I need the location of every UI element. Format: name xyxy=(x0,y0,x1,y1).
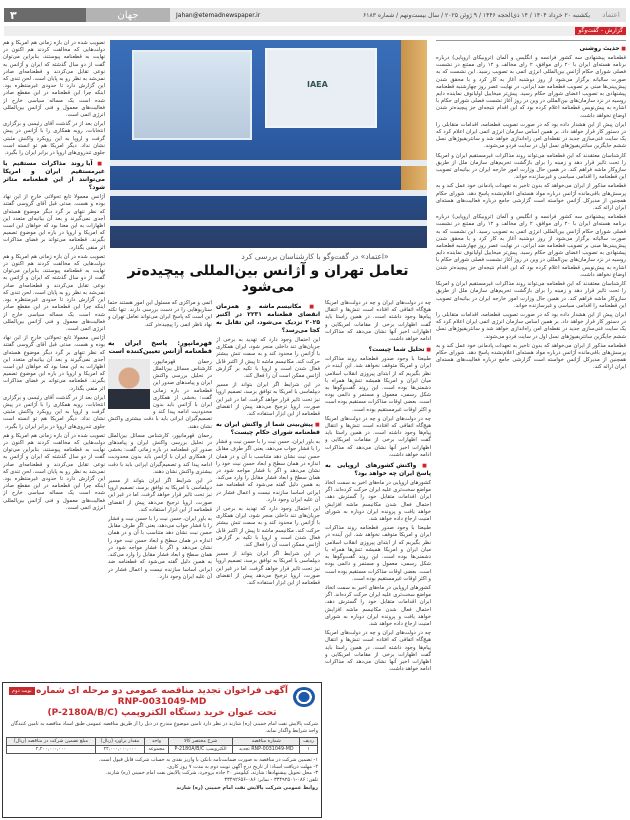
table-cell: مجموعه xyxy=(145,746,169,754)
subhead: ■ تحلیل شما چیست؟ xyxy=(325,346,431,354)
paragraph: کشورهای اروپایی در ماه‌های اخیر به سمت اتخاذ مواضع سخت‌تری علیه ایران حرکت کرده‌اند. اگر ایران اقدامات متقابل خود را گسترش دهد، احتمال فعال شدن مکانیسم ماشه افزایش خواهد یافت و پرونده ایران دوباره به شورای امنیت ارجاع داده خواهد شد. xyxy=(325,480,431,523)
paragraph: به باور ایران، حسن نیت را با حسن نیت و فشار را با فشار جواب می‌دهد، یعنی اگر طرف مقابل حسن نیت نشان دهد متناسب با آن و در همان اندازه در همان سطح و ابعاد حسن نیت خود را نشان می‌دهد و اگر با فشار مواجه شود در همان سطح و ابعاد فشار مقابل را وارد می‌کند. به همین دلیل گفته می‌شود که قطعنامه ضد ایرانی اساسا سازنده نیست و اعمال فشار در آن علیه ایران وجود دارد. xyxy=(216,439,320,503)
table-header-row xyxy=(7,738,318,746)
paragraph: ایران بعد از در گذشت آقای رئیسی و برگزاری انتخابات، رویه همکاری را با آژانس در پیش گرفت و اروپا به این رویکرد واکنش مثبتی نشان نداد. دیگر امریکا هم تو انسته است جلوی تندروی‌های اروپا در برابر ایران را بگیرد. xyxy=(3,121,105,157)
left-column-article xyxy=(3,40,105,680)
table-cell: RNP-0031049-MD تجدید xyxy=(233,746,300,754)
headline: تعامل تهران و آژانس بین‌المللی پیچیده‌تر می‌شود xyxy=(127,263,409,295)
column-header: شرح مختصر کالا xyxy=(169,738,233,746)
tender-advertisement xyxy=(2,682,322,818)
projection-screen xyxy=(132,50,252,140)
paragraph: قطعنامه مذکور از ایران می‌خواهد که بدون تاخیر به تعهدات پادمانی خود عمل کند و به پرسش‌های باقی‌مانده آژانس درباره مواد هسته‌ای اعلام‌نشده پاسخ دهد. شورای حکام همچنین از مدیرکل آژانس خواسته است گزارشی جامع درباره فعالیت‌های هسته‌ای ایران ارائه کند. xyxy=(436,183,626,212)
ad-note: ۱- تضمین شرکت در مناقصه به صورت ضمانت‌نامه بانکی یا واریز نقدی به حساب شرکت قابل قبول است. xyxy=(98,757,318,763)
company-logo-icon xyxy=(293,687,315,707)
middle-column-a xyxy=(216,300,320,680)
right-column-title: ■ حدیث روشنی xyxy=(436,45,626,53)
subhead: ■ مکانیسم ماشه و همزمان انقضای قطعنامه ۲۲۳۱ در اکتبر ۲۰۲۵ نزدیک می‌شود، این تقابل به کجا می‌رسد؟ xyxy=(216,303,320,335)
desk-row xyxy=(110,220,427,226)
ad-note: ۲- مهلت دریافت اسناد: از تاریخ درج آگهی نوبت دوم به مدت ۷ روز کاری. xyxy=(166,763,318,770)
ad-badge: نوبت دوم xyxy=(9,687,35,695)
paragraph: به باور ایران، حسن نیت را با حسن نیت و فشار را با فشار جواب می‌دهد، یعنی اگر طرف مقابل حسن نیت نشان دهد متناسب با آن و در همان اندازه در همان سطح و ابعاد حسن نیت خود را نشان می‌دهد و اگر با فشار مواجه شود در همان سطح و ابعاد فشار مقابل را وارد می‌کند. به همین دلیل گفته می‌شود که قطعنامه ضد ایرانی اساسا سازنده نیست و اعمال فشار در آن علیه ایران وجود دارد. xyxy=(108,516,212,580)
iaea-screen xyxy=(265,48,377,128)
paragraph: کشورهای اروپایی در ماه‌های اخیر به سمت اتخاذ مواضع سخت‌تری علیه ایران حرکت کرده‌اند. اگر ایران اقدامات متقابل خود را گسترش دهد، احتمال فعال شدن مکانیسم ماشه افزایش خواهد یافت و پرونده ایران دوباره به شورای امنیت ارجاع داده خواهد شد. xyxy=(325,584,431,627)
paragraph: ایران پیش از این هشدار داده بود که در صورت تصویب قطعنامه، اقدامات متقابلی را در دستور کار قرار خواهد داد. بر همین اساس سازمان انرژی اتمی ایران اعلام کرد که یک سایت غنی‌سازی جدید در نقطه‌ای امن راه‌اندازی خواهد شد و سانتریفیوژهای نسل ششم جایگزین سانتریفیوژهای نسل اول در سایت فردو می‌شوند. xyxy=(436,121,626,150)
paragraph: در این شرایط اگر ایران بتواند از مسیر دیپلماسی با امریکا به توافق برسد، تصمیم اروپا نیز تحت تاثیر قرار خواهد گرفت. اما در غیر این صورت، اروپا ترجیح می‌دهد پیش از انقضای قطعنامه از این ابزار استفاده کند. xyxy=(216,551,320,587)
table-cell: ۲,۲۰۰,۰۰۰,۰۰۰ xyxy=(7,746,96,754)
paragraph: طبیعتا با وجود صدور قطعنامه روند مذاکرات ایران و امریکا متوقف نخواهد شد. این آینده در نظر بگیریم که از ابتدای پیروزی انقلاب اسلامی میان ایران و امریکا همیشه تنش‌ها همراه با دشمنی‌ها بوده است. این روند گفت‌وگوها به شکل رسمی، معمول و مستمر و دائمی بوده است. بعضی اوقات مذاکرات مستقیم بوده است و اکثر اوقات غیرمستقیم بوده است. xyxy=(325,525,431,582)
paragraph: چه در دولت‌های ایران و چه در دولت‌های امریکا هیچ‌گاه اتفاقی که افتاده است تنش‌ها و انتقال پیام‌ها وجود داشته است. در همین راستا باید گفت اظهارات برخی از مقامات امریکایی و اظهارات اخیر آنها نشان می‌دهد که مذاکرات ادامه خواهد داشت. xyxy=(325,415,431,458)
paragraph: در این شرایط اگر ایران بتواند از مسیر دیپلماسی با امریکا به توافق برسد، تصمیم اروپا نیز تحت تاثیر قرار خواهد گرفت. اما در غیر این صورت، اروپا ترجیح می‌دهد پیش از انقضای قطعنامه از این ابزار استفاده کند. xyxy=(108,478,212,513)
header-strip xyxy=(4,26,626,36)
paragraph: این احتمال وجود دارد که تهدید به برخی از جریان‌های تند داخلی منجر شود، ایران همکاری با آژانس را محدود کند و به سمت تنش بیشتر حرکت کند. مکانیسم ماشه تا پیش از اکتبر قابل فعال شدن است و اروپا با تکیه بر گزارش آژانس ممکن است آن را فعال کند. xyxy=(216,337,320,380)
newspaper-logo: اعتماد xyxy=(602,11,620,19)
ad-note: ۳- محل تحویل پیشنهادها: شازند، کیلومتر ۲۰ جاده بروجرد، شرکت پالایش نفت امام خمینی (ره) شازند. xyxy=(105,770,318,776)
interview-text: رحمان قهرمانپور، کارشناس مسائل بین‌الملل در تحلیل بررسی واکنش ایران و پیامدهای صدور این قطعنامه در باره زمانی گفت: بخشی از همکاری ایران با آژانس باید بدون محدودیت ادامه پیدا کند و تصمیم‌گیران ایرانی باید با دقت بیشتری واکنش نشان دهند. xyxy=(108,358,212,430)
divider xyxy=(436,40,626,41)
interview-column xyxy=(108,300,212,680)
ad-note: تلفن: ۰۸۶-۳۳۴۹۲۵۰۱ - نمابر: ۰۸۶-۳۳۴۹۲۶۵۶ xyxy=(224,776,318,783)
paragraph: آژانس معمولا تابع تحولاتی خارج از این نهاد بوده و هست. مدتی قبل آقای گروسی گفتند که نظر تنهای بر گرد دیگر موضوع هسته‌ای آجدی نمی‌گیرند و بعد آن بیانیه‌ای متعدد این اظهارات به این معنا بود که خواهان این است که امریکا و اروپا در باره این موضوع تصمیم بگیرند. قطعنامه می‌تواند بر فضای مذاکرات اثر منفی بگذارد. xyxy=(3,194,105,251)
interview-title: فهرمانپور: پاسخ ایران به قطعنامه آژانس تعیین‌کننده است xyxy=(108,338,212,355)
ad-title-line2: تحت عنوان خرید دستگاه الکتروپمپ (P-2180A/B/C) xyxy=(47,708,277,718)
page-number: ۳ xyxy=(4,8,86,22)
section-title: جهان xyxy=(86,8,170,22)
column-header: مبلغ تضمین شرکت در مناقصه (ریال) xyxy=(7,738,96,746)
table-cell: ۱ xyxy=(300,746,318,754)
section-tag: گزارش - گفت‌وگو xyxy=(575,27,626,35)
paragraph: کارشناسان معتقدند که این قطعنامه می‌تواند روند مذاکرات غیرمستقیم ایران و امریکا را تحت تاثیر قرار دهد و زمینه را برای بازگشت تحریم‌های سازمان ملل از طریق سازوکار ماشه فراهم کند. در همین حال وزارت امور خارجه ایران در بیانیه‌ای تصویب این قطعنامه را اقدامی سیاسی و غیرسازنده خواند. xyxy=(436,152,626,181)
paragraph: قطعنامه مذکور از ایران می‌خواهد که بدون تاخیر به تعهدات پادمانی خود عمل کند و به پرسش‌های باقی‌مانده آژانس درباره مواد هسته‌ای اعلام‌نشده پاسخ دهد. شورای حکام همچنین از مدیرکل آژانس خواسته است گزارشی جامع درباره فعالیت‌های هسته‌ای ایران ارائه کند. xyxy=(436,342,626,371)
wood-panel xyxy=(401,40,427,190)
paragraph: آژانس معمولا تابع تحولاتی خارج از این نهاد بوده و هست. مدتی قبل آقای گروسی گفتند که نظر تنهای بر گرد دیگر موضوع هسته‌ای آجدی نمی‌گیرند و بعد آن بیانیه‌ای متعدد این اظهارات به این معنا بود که خواهان این است که امریکا و اروپا در باره این موضوع تصمیم بگیرند. قطعنامه می‌تواند بر فضای مذاکرات اثر منفی بگذارد. xyxy=(3,335,105,392)
iaea-meeting-photo xyxy=(110,40,427,248)
paragraph: طبیعتا با وجود صدور قطعنامه روند مذاکرات ایران و امریکا متوقف نخواهد شد. این آینده در نظر بگیریم که از ابتدای پیروزی انقلاب اسلامی میان ایران و امریکا همیشه تنش‌ها همراه با دشمنی‌ها بوده است. این روند گفت‌وگوها به شکل رسمی، معمول و مستمر و دائمی بوده است. بعضی اوقات مذاکرات مستقیم بوده است و اکثر اوقات غیرمستقیم بوده است. xyxy=(325,356,431,413)
table-cell: ۴۴,۰۰۰,۰۰۰,۰۰۰ xyxy=(95,746,144,754)
column-header: شماره مناقصه xyxy=(233,738,300,746)
ad-title-line1: آگهی فراخوان تجدید مناقصه عمومی دو مرحله ای شماره RNP-0031049-MD xyxy=(36,686,288,707)
right-column-article xyxy=(436,40,626,815)
paragraph: تصویب شده در آن بازه زمانی هم امریکا و هم دولت‌هایی که مخالفت کردند هم اکنون در نهایت به قطعنامه پیوستند، بنابراین می‌توان گفت از دو سال گذشته که ایران و آژانس به نوعی تقابل می‌کردند و قطعنامه‌ای صادر نمی‌شد به نظر رو به پایان است. لحن تندی که این گزارش دارد تا حدودی غیرمنتظره بود. اینکه چرا این قطعنامه در این مقطع صادر شده است یک مساله سیاسی خارج از فعالیت‌های معمول و فنی آژانس بین‌المللی انرژی اتمی است. xyxy=(3,40,105,119)
tender-table xyxy=(6,737,318,754)
section-email[interactable]: Jahan@etemadnewspaper.ir xyxy=(176,11,261,19)
paragraph: در این شرایط اگر ایران بتواند از مسیر دیپلماسی با امریکا به توافق برسد، تصمیم اروپا نیز تحت تاثیر قرار خواهد گرفت. اما در غیر این صورت، اروپا ترجیح می‌دهد پیش از انقضای قطعنامه از این ابزار استفاده کند. xyxy=(216,382,320,418)
column-header: مقدار برآورد (ریال) xyxy=(95,738,144,746)
paragraph: چه در دولت‌های ایران و چه در دولت‌های امریکا هیچ‌گاه اتفاقی که افتاده است تنش‌ها و انتقال پیام‌ها وجود داشته است. در همین راستا باید گفت اظهارات برخی از مقامات امریکایی و اظهارات اخیر آنها نشان می‌دهد که مذاکرات ادامه خواهد داشت. xyxy=(325,300,431,343)
paragraph: رحمان قهرمانپور، کارشناس مسائل بین‌الملل در تحلیل بررسی واکنش ایران و پیامدهای صدور این قطعنامه در باره زمانی گفت: بخشی از همکاری ایران با آژانس باید بدون محدودیت ادامه پیدا کند و تصمیم‌گیران ایرانی باید با دقت بیشتری واکنش نشان دهند. xyxy=(108,432,212,475)
kicker: «اعتماد» در گفت‌وگو با کارشناسان بررسی کرد xyxy=(241,252,389,261)
interviewee-portrait xyxy=(108,359,150,409)
desk-row xyxy=(110,160,427,166)
table-cell: الکتروپمپ P-2180A/B/C xyxy=(169,746,233,754)
page-header xyxy=(4,8,626,22)
paragraph: ایران بعد از در گذشت آقای رئیسی و برگزاری انتخابات، رویه همکاری را با آژانس در پیش گرفت و اروپا به این رویکرد واکنش مثبتی نشان نداد. دیگر امریکا هم تو انسته است جلوی تندروی‌های اروپا در برابر ایران را بگیرد. xyxy=(3,394,105,430)
date-line: یکشنبه ۲۰ خرداد ۱۴۰۴ / ۱۴ ذی‌الحجه ۱۴۴۶ / ۹ ژوئن ۲۰۲۵ / سال بیست‌ونهم / شماره ۶۱۸۳ xyxy=(363,11,590,19)
paragraph: ایران پیش از این هشدار داده بود که در صورت تصویب قطعنامه، اقدامات متقابلی را در دستور کار قرار خواهد داد. بر همین اساس سازمان انرژی اتمی ایران اعلام کرد که یک سایت غنی‌سازی جدید در نقطه‌ای امن راه‌اندازی خواهد شد و سانتریفیوژهای نسل ششم جایگزین سانتریفیوژهای نسل اول در سایت فردو می‌شوند. xyxy=(436,311,626,340)
paragraph: قطعنامه پیشنهادی سه کشور فرانسه و انگلیس و آلمان (تروییکای اروپایی) درباره برنامه هسته‌ای ایران با ۲۰ رای موافق، ۲ رای مخالف و ۱۲ رای ممتنع در نشست فصلی شورای حکام آژانس بین‌المللی انرژی اتمی به تصویب رسید. این نشست که به صورت سالیانه برگزار می‌شود از روز دوشنبه آغاز به کار کرد و با محقق شدن پیش‌بینی‌ها مبنی بر تصویب قطعنامه ضد ایرانی، در نهایت عصر روز چهارشنبه قطعنامه پیشنهادی به تصویب اعضای شورای حکام رسید. پیش‌تر میخاییل اولیانوف نماینده دایم روسیه در نزد سازمان‌های بین‌المللی در وین در روز آغاز نشست فصلی شورای حکام با اشاره به پیش‌نویس قطعنامه اعلام کرده بود که این اقدام نتیجه‌ای جز پیچیده‌تر شدن اوضاع نخواهد داشت. xyxy=(436,55,626,119)
paragraph: تصویب شده در آن بازه زمانی هم امریکا و هم دولت‌هایی که مخالفت کردند هم اکنون در نهایت به قطعنامه پیوستند، بنابراین می‌توان گفت از دو سال گذشته که ایران و آژانس به نوعی تقابل می‌کردند و قطعنامه‌ای صادر نمی‌شد به نظر رو به پایان است. لحن تندی که این گزارش دارد تا حدودی غیرمنتظره بود. اینکه چرا این قطعنامه در این مقطع صادر شده است یک مساله سیاسی خارج از فعالیت‌های معمول و فنی آژانس بین‌المللی انرژی اتمی است. xyxy=(3,253,105,332)
column-header: ردیف xyxy=(300,738,318,746)
paragraph: کارشناسان معتقدند که این قطعنامه می‌تواند روند مذاکرات غیرمستقیم ایران و امریکا را تحت تاثیر قرار دهد و زمینه را برای بازگشت تحریم‌های سازمان ملل از طریق سازوکار ماشه فراهم کند. در همین حال وزارت امور خارجه ایران در بیانیه‌ای تصویب این قطعنامه را اقدامی سیاسی و غیرسازنده خواند. xyxy=(436,281,626,309)
paragraph: تصویب شده در آن بازه زمانی هم امریکا و هم دولت‌هایی که مخالفت کردند هم اکنون در نهایت به قطعنامه پیوستند، بنابراین می‌توان گفت از دو سال گذشته که ایران و آژانس به نوعی تقابل می‌کردند و قطعنامه‌ای صادر نمی‌شد به نظر رو به پایان است. لحن تندی که این گزارش دارد تا حدودی غیرمنتظره بود. اینکه چرا این قطعنامه در این مقطع صادر شده است یک مساله سیاسی خارج از فعالیت‌های معمول و فنی آژانس بین‌المللی انرژی اتمی است. xyxy=(3,432,105,511)
subhead: ■ پیش‌بینی شما از واکنش ایران به قطعنامه شورای حکام چیست؟ xyxy=(216,421,320,437)
interview-intro: اتمی و مراکزی که مسئول این امور هستند حتما سناریوهایی را در دست بررسی دارند. تنها نکته این است که پاسخ ایران می‌تواند تعامل تهران و نهاد ناظر اتمی را پیچیده‌تر کند. xyxy=(108,300,212,328)
paragraph: قطعنامه پیشنهادی سه کشور فرانسه و انگلیس و آلمان (تروییکای اروپایی) درباره برنامه هسته‌ای ایران با ۲۰ رای موافق، ۲ رای مخالف و ۱۲ رای ممتنع در نشست فصلی شورای حکام آژانس بین‌المللی انرژی اتمی به تصویب رسید. این نشست که به صورت سالیانه برگزار می‌شود از روز دوشنبه آغاز به کار کرد و با محقق شدن پیش‌بینی‌ها مبنی بر تصویب قطعنامه ضد ایرانی، در نهایت عصر روز چهارشنبه قطعنامه پیشنهادی به تصویب اعضای شورای حکام رسید. پیش‌تر میخاییل اولیانوف نماینده دایم روسیه در نزد سازمان‌های بین‌المللی در وین در روز آغاز نشست فصلی شورای حکام با اشاره به پیش‌نویس قطعنامه اعلام کرده بود که این اقدام نتیجه‌ای جز پیچیده‌تر شدن اوضاع نخواهد داشت. xyxy=(436,214,626,278)
subhead: ■ واکنش کشورهای اروپایی به پاسخ ایران چه خواهد بود؟ xyxy=(325,462,431,478)
paragraph: چه در دولت‌های ایران و چه در دولت‌های امریکا هیچ‌گاه اتفاقی که افتاده است تنش‌ها و انتقال پیام‌ها وجود داشته است. در همین راستا باید گفت اظهارات برخی از مقامات امریکایی و اظهارات اخیر آنها نشان می‌دهد که مذاکرات ادامه خواهد داشت. xyxy=(325,630,431,673)
table-row xyxy=(7,746,318,754)
middle-column-b xyxy=(325,300,431,815)
iaea-logo-text: IAEA xyxy=(307,80,328,89)
subhead: ■ آیا روند مذاکرات مستقیم یا غیرمستقیم ایران و امریکا می‌توانند از این قطعنامه متاثر شود؟ xyxy=(3,160,105,192)
desk-row xyxy=(110,190,427,196)
column-header: واحد xyxy=(145,738,169,746)
paragraph: این احتمال وجود دارد که تهدید به برخی از جریان‌های تند داخلی منجر شود، ایران همکاری با آژانس را محدود کند و به سمت تنش بیشتر حرکت کند. مکانیسم ماشه تا پیش از اکتبر قابل فعال شدن است و اروپا با تکیه بر گزارش آژانس ممکن است آن را فعال کند. xyxy=(216,506,320,549)
ad-footer: روابط عمومی شرکت پالایش نفت امام خمینی (ره) شازند xyxy=(176,785,318,791)
ad-intro: شرکت پالایش نفت امام خمینی (ره) شازند در نظر دارد تامین موضوع مندرج در ذیل را از طریق مناقصه عمومی طبق اسناد مناقصه به تامین کنندگان واجد شرایط واگذار نماید. xyxy=(10,721,318,734)
